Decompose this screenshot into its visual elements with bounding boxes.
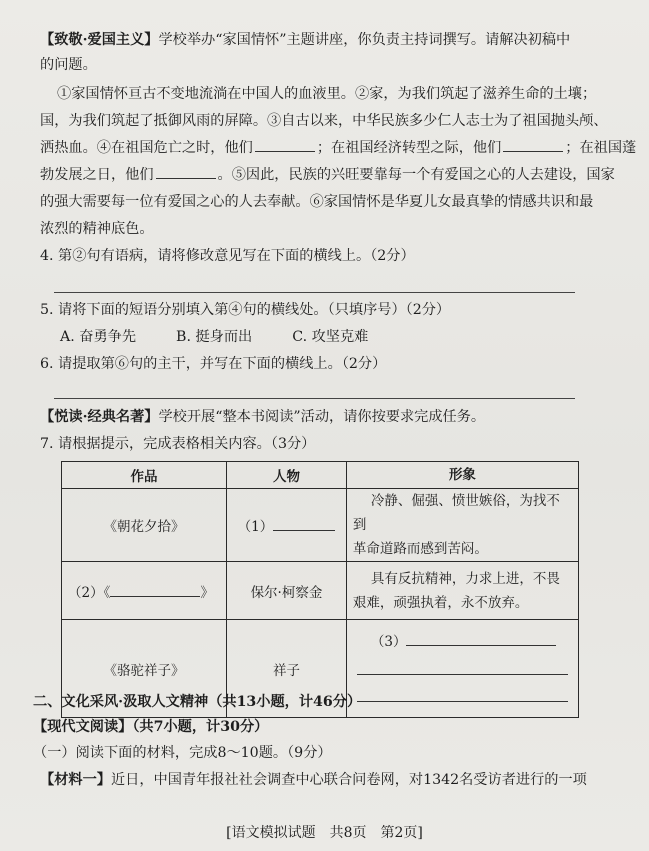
section-2-heading: 二、文化采风·汲取人文精神（共13小题，计46分）: [33, 694, 362, 710]
passage-line-1: [57, 84, 649, 104]
option-c: C. 攻坚克难: [292, 329, 369, 345]
intro-text: 学校举办“家国情怀”主题讲座，你负责主持词撰写。请解决初稿中: [158, 32, 571, 48]
intro-line-2: [40, 55, 649, 75]
passage-text: ；在祖国蓬: [565, 140, 637, 156]
passage-line-4: [40, 165, 649, 185]
passage-line-2: [40, 111, 649, 131]
question-7: 7. 请根据提示，完成表格相关内容。（3分）: [40, 436, 316, 452]
cell-person: 祥子: [227, 620, 347, 718]
passage-line-6: [40, 219, 649, 239]
passage-text: ①家国情怀亘古不变地流淌在中国人的血液里。②家，为我们筑起了滋养生命的土壤；: [57, 86, 597, 102]
passage-line-5: [40, 192, 649, 212]
reading-text: 学校开展“整本书阅读”活动，请你按要求完成任务。: [158, 409, 486, 425]
works-table: [61, 461, 579, 718]
passage-text: 浓烈的精神底色。: [40, 221, 154, 237]
image-text: 革命道路而感到苦闷。: [352, 541, 488, 557]
passage-text: 的强大需要每一位有爱国之心的人去奉献。⑥家国情怀是华夏儿女最真挚的情感共识和最: [40, 194, 594, 210]
blank-number: （3）: [370, 633, 407, 650]
blank-number: （1）: [237, 519, 274, 535]
answer-line-q4[interactable]: [54, 292, 575, 293]
cell-person: [227, 489, 347, 562]
modern-reading-heading: 【现代文阅读】（共7小题，计30分）: [33, 719, 269, 735]
question-4: 4. 第②句有语病，请将修改意见写在下面的横线上。（2分）: [40, 248, 415, 264]
image-text: 具有反抗精神，力求上进，不畏: [370, 570, 560, 587]
section-tag: 【致敬·爱国主义】: [40, 32, 159, 48]
header-image: 形象: [346, 462, 578, 489]
reading-line: [40, 407, 649, 427]
passage-text: 洒热血。④在祖国危亡之时，他们: [40, 140, 253, 156]
material-line: [40, 770, 649, 790]
answer-blank[interactable]: [110, 583, 200, 597]
answer-blank[interactable]: [406, 632, 556, 646]
material-text: 近日，中国青年报社社会调查中心联合问卷网，对1342名受访者进行的一项: [110, 772, 587, 788]
header-person: 人物: [227, 462, 347, 489]
passage-text: ；在祖国经济转型之际，他们: [316, 140, 502, 156]
intro-text-2: 的问题。: [40, 57, 97, 73]
answer-blank[interactable]: [156, 165, 216, 179]
material-tag: 【材料一】: [40, 772, 111, 788]
passage-text: 勃发展之日，他们: [40, 167, 154, 183]
answer-blank[interactable]: [255, 138, 315, 152]
question-5: 5. 请将下面的短语分别填入第④句的横线处。（只填序号）（2分）: [40, 302, 451, 318]
table-row: [62, 489, 579, 562]
answer-blank[interactable]: [273, 517, 335, 531]
cell-work: 《朝花夕拾》: [62, 489, 227, 562]
part-1-instruction: （一）阅读下面的材料，完成8～10题。（9分）: [33, 745, 332, 761]
image-text: 冷静、倔强、愤世嫉俗，为找不到: [352, 493, 560, 533]
header-work: 作品: [62, 462, 227, 489]
answer-line-q6[interactable]: [54, 398, 575, 399]
cell-work: 《骆驼祥子》: [62, 620, 227, 718]
section-tag: 【悦读·经典名著】: [40, 409, 159, 425]
table-header-row: [62, 462, 579, 489]
option-b: B. 挺身而出: [176, 329, 253, 345]
answer-blank[interactable]: [503, 138, 563, 152]
intro-line-1: [40, 30, 649, 50]
cell-person: 保尔·柯察金: [227, 562, 347, 620]
passage-text: 。⑤因此，民族的兴旺要靠每一个有爱国之心的人去建设，国家: [217, 167, 615, 183]
option-a: A. 奋勇争先: [60, 329, 137, 345]
cell-work: [62, 562, 227, 620]
cell-image: [346, 562, 578, 620]
question-6: 6. 请提取第⑥句的主干，并写在下面的横线上。（2分）: [40, 356, 387, 372]
passage-text: 国，为我们筑起了抵御风雨的屏障。③自古以来，中华民族多少仁人志士为了祖国抛头颅、: [40, 113, 608, 129]
bracket: 》: [200, 584, 214, 601]
table-row: [62, 562, 579, 620]
page-footer: [语文模拟试题 共8页 第2页]: [226, 825, 423, 841]
question-5-options: [60, 327, 649, 347]
answer-line[interactable]: [357, 652, 568, 675]
image-text: 艰难，顽强执着，永不放弃。: [352, 594, 529, 611]
cell-image: [346, 489, 578, 562]
passage-line-3: [40, 138, 649, 158]
blank-number: （2）《: [68, 584, 111, 601]
